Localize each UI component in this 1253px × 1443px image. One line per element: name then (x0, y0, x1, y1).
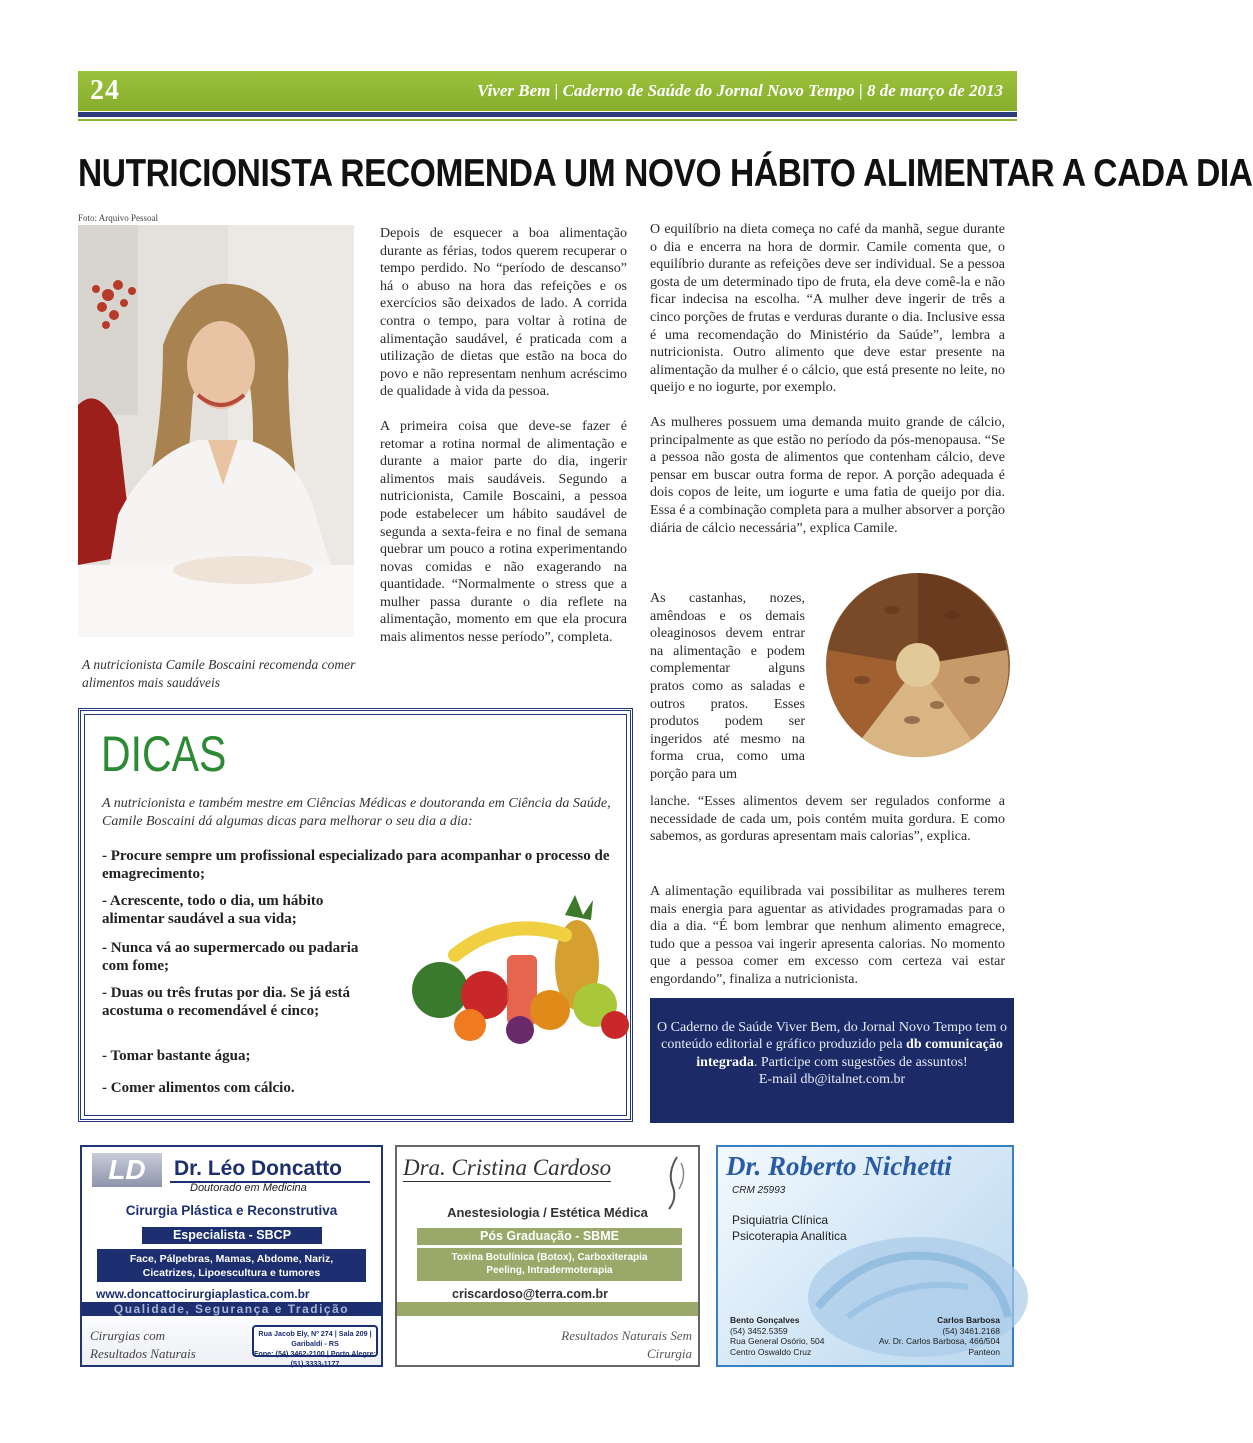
page-number: 24 (90, 75, 120, 106)
ad-cardoso[interactable]: Dra. Cristina Cardoso Anestesiologia / Estética Médica Pós Graduação - SBME Toxina Botulínica (Botox), Carboxiterapia Peeling, Intradermoterapia criscardoso@terra.com.br Resultados Naturais Sem Cirurgia (395, 1145, 700, 1367)
tips-title: DICAS (101, 726, 227, 782)
nutritionist-illustration (78, 225, 354, 637)
article-column-2 (650, 221, 1005, 554)
page-header (78, 71, 1017, 111)
cardoso-figure-icon (659, 1153, 693, 1211)
headline: NUTRICIONISTA RECOMENDA UM NOVO HÁBITO ALIMENTAR A CADA DIA (78, 152, 1253, 195)
article-column-1 (380, 225, 627, 664)
fruit-image (415, 895, 630, 1045)
col2-paragraph-2: As mulheres possuem uma demanda muito grande de cálcio, principalmente as que estão no período da pós-menopausa. “Se a pessoa não gosta de alimentos que contenham cálcio, deve pensar em buscar outra forma de repor. A porção adequada é dois copos de leite, um iogurte e uma fatia de queijo por dia. Essa é a combinação completa para a mulher absorver a porção diária de cálcio necessária”, explica Camile. (650, 414, 1005, 536)
doncatto-website[interactable]: www.doncattocirurgiaplastica.com.br (96, 1287, 310, 1301)
tip-item: - Acrescente, todo o dia, um hábito alimentar saudável a sua vida; (102, 893, 324, 927)
final-paragraph: A alimentação equilibrada vai possibilitar as mulheres terem mais energia para aguentar as atividades programadas para o dia a dia. “É bom lembrar que nenhum alimento emagrece, tudo que a pessoa vai ingerir apresenta calorias. No momento que a pessoa comer em excesso com certeza vai estar engordando”, finaliza a nutricionista. (650, 884, 1005, 987)
nutritionist-photo (78, 225, 354, 637)
header-rule-green (78, 119, 1017, 121)
tip-item: - Duas ou três frutas por dia. Se já está acostuma o recomendável é cinco; (102, 985, 351, 1019)
col1-paragraph-1: Depois de esquecer a boa alimentação durante as férias, todos querem recuperar o tempo perdido. No “período de descanso” há o abuso na hora das refeições e os exercícios são deixados de lado. A corrida contra o tempo, para voltar à rotina de alimentação saudável, é praticada com a utilização de dietas que estão na boca do povo e não representam nenhum acréscimo de qualidade à vida da pessoa. (380, 226, 627, 400)
photo-caption: A nutricionista Camile Boscaini recomenda comer alimentos mais saudáveis (82, 657, 356, 690)
cardoso-name: Dra. Cristina Cardoso (403, 1155, 612, 1180)
col2-paragraph-1: O equilíbrio na dieta começa no café da manhã, segue durante o dia e encerra na hora de dormir. Camile comenta que, o equilíbrio durante as refeições deve ser individual. Se a pessoa gosta de um determinado tipo de fruta, ela deve comê-la e não ficar indecisa na escolha. “A mulher deve ingerir de três a cinco porções de frutas e verduras durante o dia. Inclusive essa é uma recomendação do Ministério da Saúde”, lembra a nutricionista. Outro alimento que deve estar presente na alimentação da mulher é o cálcio, que está presente no leite, no queijo e no iogurte, por exemplo. (650, 222, 1005, 396)
nichetti-name: Dr. Roberto Nichetti (726, 1151, 952, 1181)
col1-paragraph-2: A primeira coisa que deve-se fazer é retomar a rotina normal de alimentação e durante a maior parte do dia, ingerir alimentos mais saudáveis. Segundo a nutricionista, Camile Boscaini, a pessoa pode estabelecer um hábito saudável de segunda a sexta-feira e no final de semana quebrar um pouco a rotina experimentando novas comidas e não exagerando na quantidade. “Normalmente o stress que a mulher passa durante o dia reflete na alimentação, momento em que ela procura mais alimentos nesse período”, completa. (380, 418, 627, 646)
tips-intro: A nutricionista e também mestre em Ciências Médicas e doutoranda em Ciência da Saúde, Camile Boscaini dá algumas dicas para melhorar o seu dia a dia: (102, 796, 611, 829)
sbcp-badge: Especialista - SBCP (142, 1227, 322, 1244)
header-info: Viver Bem | Caderno de Saúde do Jornal Novo Tempo | 8 de março de 2013 (477, 81, 1003, 100)
doncatto-logo: LD (92, 1153, 162, 1187)
sbme-badge: Pós Graduação - SBME (417, 1228, 682, 1245)
tip-item: - Comer alimentos com cálcio. (102, 1080, 295, 1096)
tip-item: - Procure sempre um profissional especializado para acompanhar o processo de emagrecimento; (102, 848, 610, 882)
photo-credit: Foto: Arquivo Pessoal (78, 213, 159, 223)
nuts-paragraph: As castanhas, nozes, amêndoas e os demais oleaginosos devem entrar na alimentação e podem complementar alguns pratos como as saladas e outros pratos. Esses produtos podem ser ingeridos até mesmo na forma crua, como uma porção para um (650, 591, 805, 782)
credits-box: O Caderno de Saúde Viver Bem, do Jornal Novo Tempo tem o conteúdo editorial e gráfico produzido pela db comunicação integrada. Participe com sugestões de assuntos! E-mail db@italnet.com.br (650, 998, 1014, 1123)
tips-box (78, 708, 633, 1122)
ad-doncatto[interactable]: LD Dr. Léo Doncatto Doutorado em Medicina Cirurgia Plástica e Reconstrutiva Especialista - SBCP Face, Pálpebras, Mamas, Abdome, Nariz, Cicatrizes, Lipoescultura e tumores www.doncattocirurgiaplastica.com.br Qualidade, Segurança e Tradição Cirurgias com Resultados Naturais Rua Jacob Ely, Nº 274 | Sala 209 | Garibaldi - RS Fone: (54) 3462-2100 | Porto Alegre: (51) 3333-1177 (80, 1145, 383, 1367)
tip-item: - Nunca vá ao supermercado ou padaria com fome; (102, 940, 359, 974)
header-rule-blue (78, 112, 1017, 117)
nuts-paragraph-continuation: lanche. “Esses alimentos devem ser regulados conforme a necessidade de cada um, pois contém muita gordura. E como sabemos, as gorduras apresentam mais calorias”, explica. (650, 794, 1005, 845)
doncatto-name: Dr. Léo Doncatto (174, 1157, 343, 1180)
nuts-image (822, 570, 1014, 760)
cardoso-email[interactable]: criscardoso@terra.com.br (452, 1287, 608, 1301)
ad-nichetti[interactable]: Dr. Roberto Nichetti CRM 25993 Psiquiatria Clínica Psicoterapia Analítica Bento Gonçalves (54) 3452.5359 Rua General Osório, 504 Centro Oswaldo Cruz Carlos Barbosa (54) 3461.2168 Av. Dr. Carlos Barbosa, 466/504 Panteon (716, 1145, 1014, 1367)
credits-email: E-mail db@italnet.com.br (758, 1072, 906, 1088)
tip-item: - Tomar bastante água; (102, 1048, 251, 1064)
